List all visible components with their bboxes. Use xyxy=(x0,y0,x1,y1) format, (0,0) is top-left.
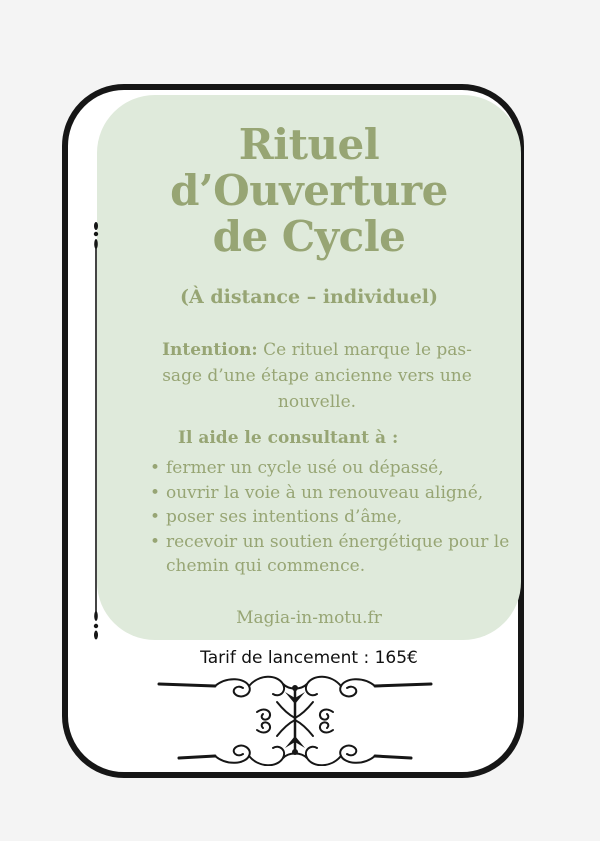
bullet-text: fermer un cycle usé ou dépassé, xyxy=(166,458,444,478)
bullet-icon: • xyxy=(150,482,161,503)
title-line-2: d’Ouverture xyxy=(170,166,448,215)
intention-paragraph xyxy=(147,337,487,415)
list-item xyxy=(150,456,520,481)
scroll-flourish-icon xyxy=(157,672,433,766)
card-title xyxy=(97,122,521,260)
card-subtitle: (À distance – individuel) xyxy=(179,286,439,308)
intention-label: Intention: xyxy=(162,340,258,360)
bullet-icon: • xyxy=(150,458,161,478)
list-item xyxy=(150,481,520,506)
bullet-text: ouvrir la voie à un renouveau aligné, xyxy=(166,482,484,503)
helps-heading: Il aide le consultant à : xyxy=(178,428,399,448)
bullet-icon: • xyxy=(150,507,161,527)
title-line-1: Rituel xyxy=(238,120,380,169)
title-line-3: de Cycle xyxy=(212,212,406,261)
bullet-text: recevoir un soutien énergétique pour le chemin qui commence. xyxy=(166,531,510,576)
list-item xyxy=(150,530,520,579)
website-link[interactable]: Magia-in-motu.fr xyxy=(236,608,382,628)
price-line: Tarif de lancement : 165€ xyxy=(200,648,418,668)
intention-text: Ce rituel marque le passage d’une étape ancienne vers une nouvelle. xyxy=(162,340,472,412)
bullet-text: poser ses intentions d’âme, xyxy=(166,507,403,527)
bullet-list xyxy=(150,456,520,579)
list-item xyxy=(150,505,520,530)
bullet-icon: • xyxy=(150,531,161,552)
